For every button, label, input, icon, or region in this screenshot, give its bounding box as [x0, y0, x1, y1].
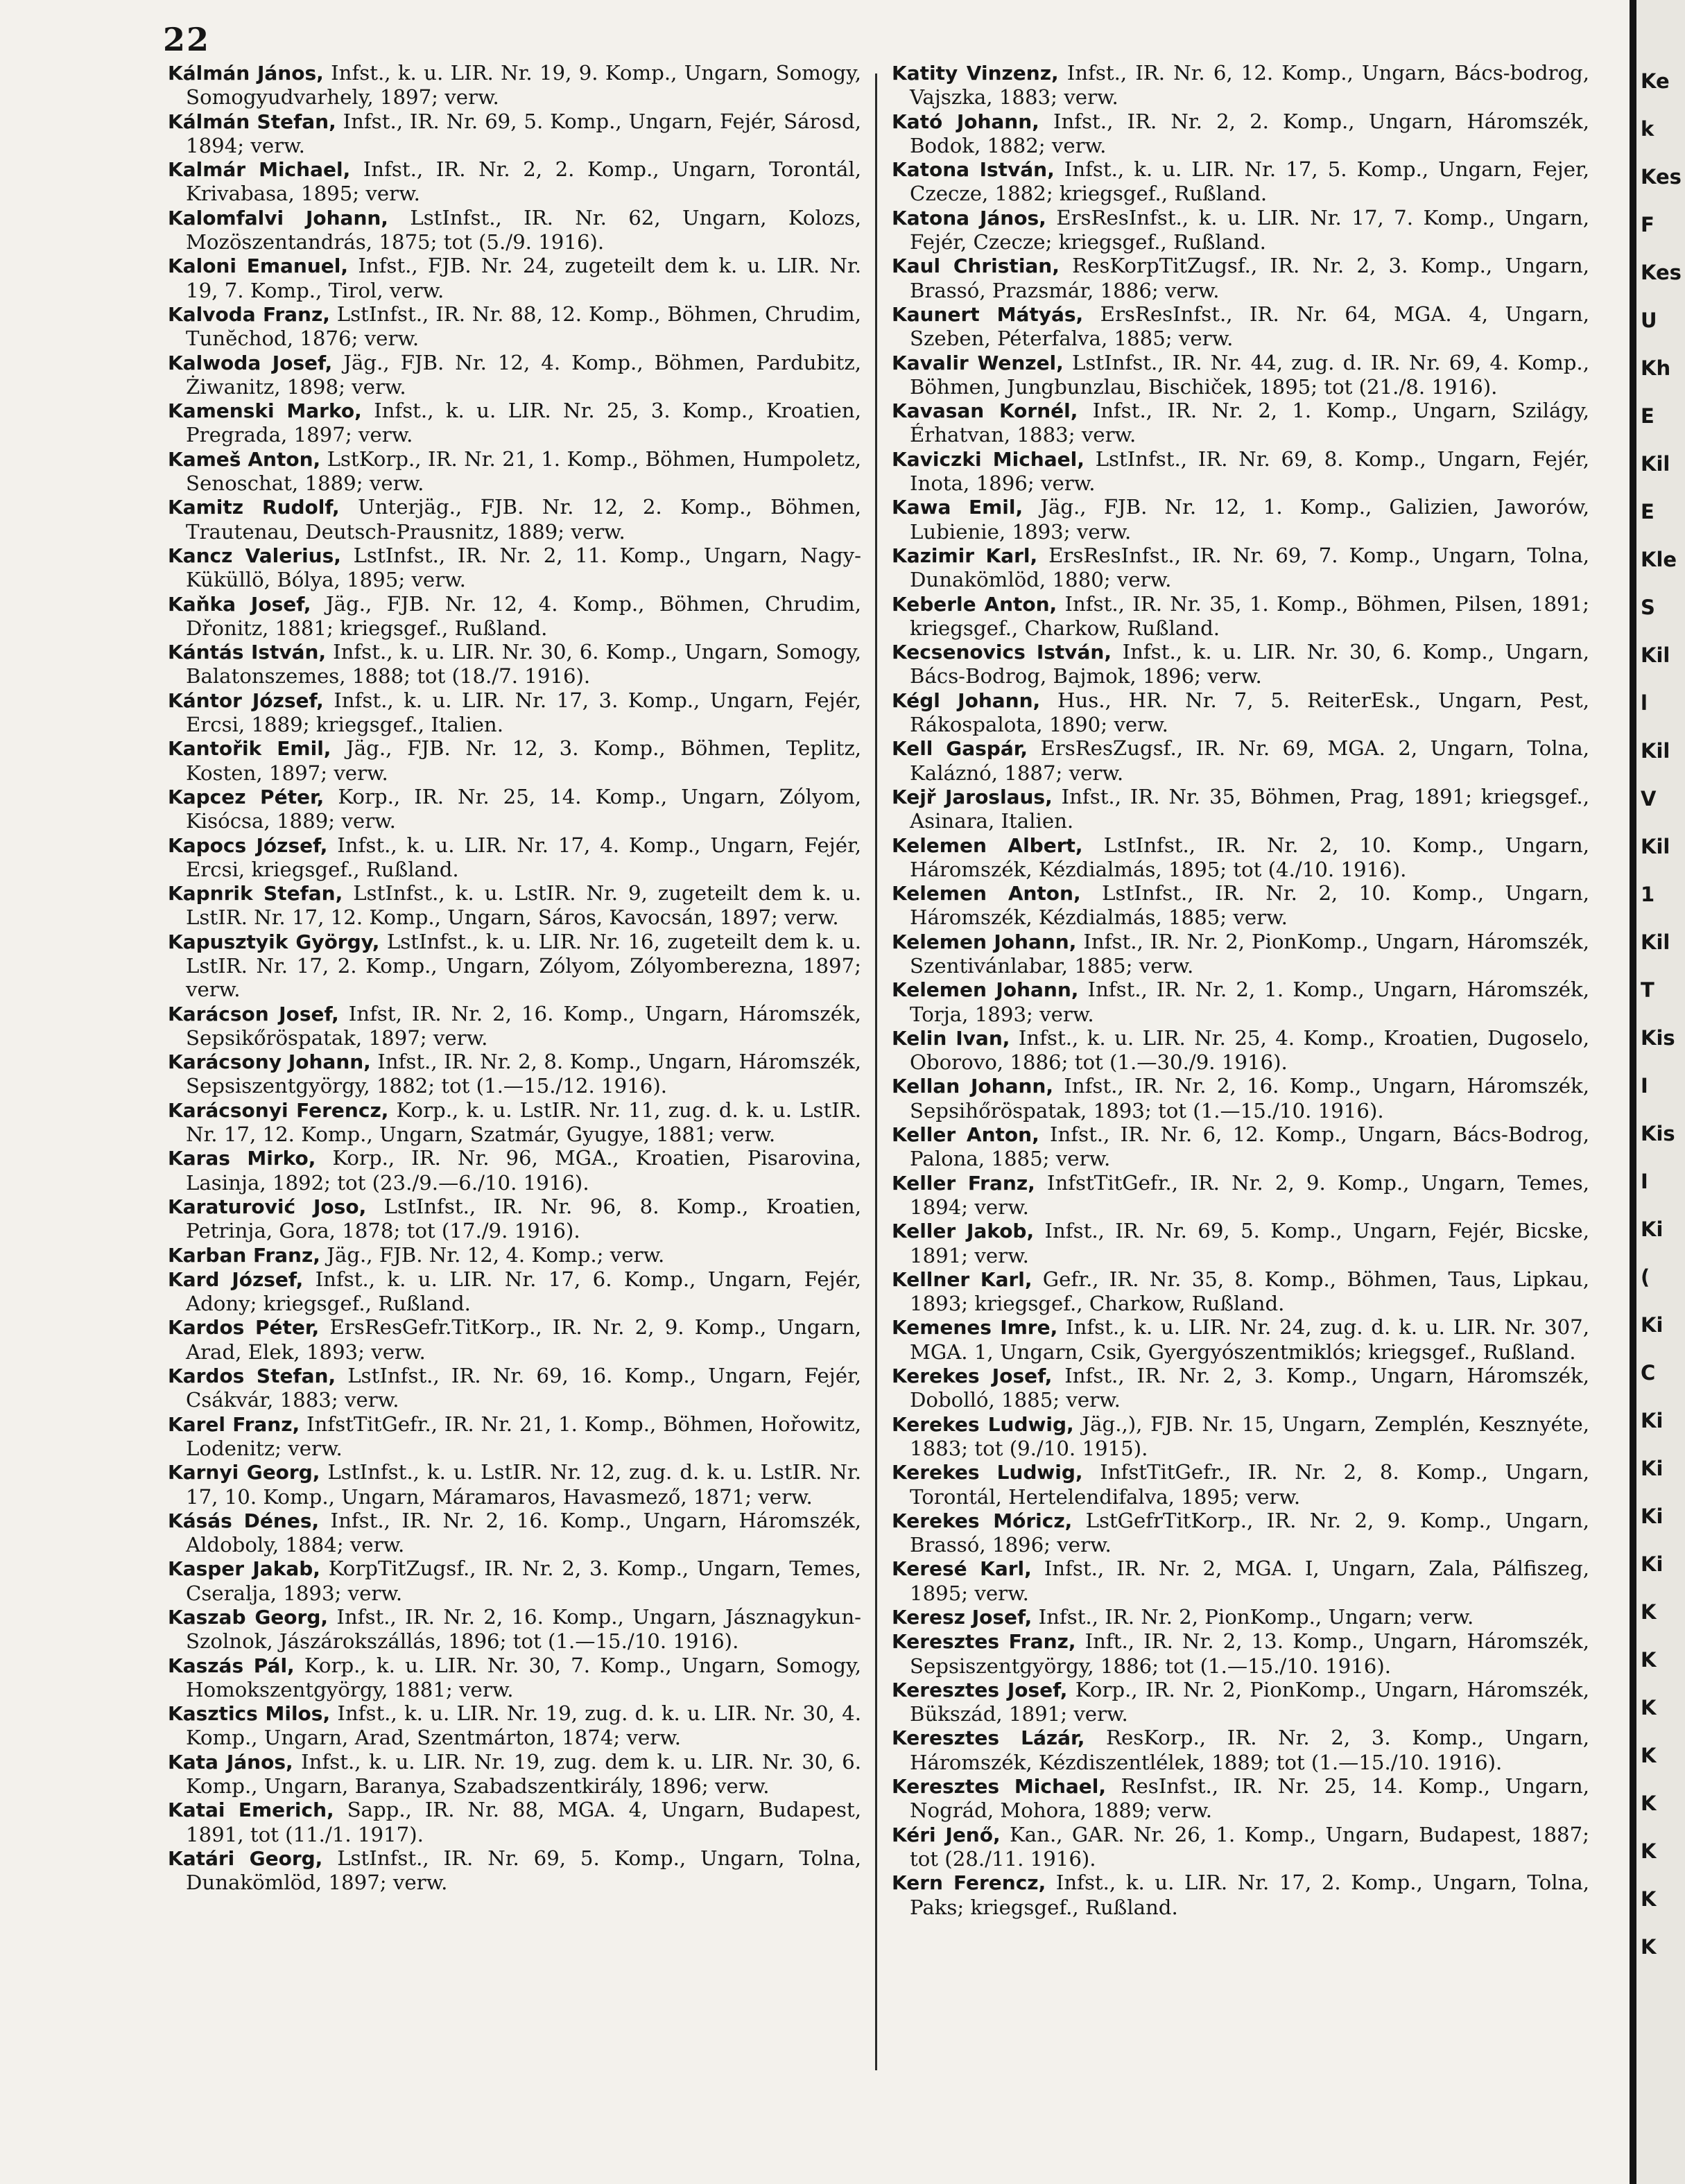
- entry-name: Keller Anton,: [892, 1123, 1039, 1147]
- edge-fragment: K: [1641, 1935, 1657, 1959]
- entry-name: Kerekes Josef,: [892, 1364, 1053, 1388]
- entry-name: Kantořik Emil,: [168, 737, 331, 761]
- edge-fragment: Ki: [1641, 1217, 1664, 1241]
- edge-fragment: Kis: [1641, 1122, 1675, 1145]
- entry-name: Kalvoda Franz,: [168, 302, 330, 326]
- register-entry: [892, 785, 1589, 833]
- entry-name: Keller Franz,: [892, 1171, 1035, 1195]
- entry-details: Infst., k. u. LIR. Nr. 19, zug. d. k. u. LIR. Nr. 30, 4. Komp., Ungarn, Arad, Szentmárton, 1874; verw.: [186, 1701, 861, 1750]
- register-entry: [168, 1460, 861, 1509]
- entry-details: LstInfst., IR. Nr. 2, 10. Komp., Ungarn, Háromszék, Kézdialmás, 1895; tot (4./10. 1916).: [910, 833, 1590, 881]
- entry-details: Kan., GAR. Nr. 26, 1. Komp., Ungarn, Budapest, 1887; tot (28./11. 1916).: [910, 1822, 1589, 1871]
- entry-name: Kardos Stefan,: [168, 1364, 336, 1388]
- edge-fragment: Ki: [1641, 1505, 1664, 1528]
- entry-name: Kántás István,: [168, 641, 327, 664]
- entry-name: Kaviczki Michael,: [892, 447, 1085, 471]
- register-entry: [168, 1002, 861, 1050]
- entry-details: Infst., k. u. LIR. Nr. 19, 9. Komp., Ungarn, Somogy, Somogyudvarhely, 1897; verw.: [186, 61, 861, 110]
- entry-name: Kardos Péter,: [168, 1316, 320, 1340]
- entry-name: Kásás Dénes,: [168, 1509, 320, 1532]
- entry-name: Kelemen Albert,: [892, 833, 1083, 857]
- entry-name: Kalmár Michael,: [168, 158, 351, 182]
- register-entry: [892, 1074, 1589, 1123]
- entry-name: Kazimir Karl,: [892, 544, 1038, 567]
- entry-name: Karas Mirko,: [168, 1147, 316, 1170]
- register-entry: [892, 688, 1589, 737]
- entry-details: ErsResZugsf., IR. Nr. 69, MGA. 2, Ungarn, Tolna, Kaláznó, 1887; verw.: [910, 736, 1590, 785]
- entry-details: ErsResInfst., IR. Nr. 64, MGA. 4, Ungarn, Szeben, Péterfalva, 1885; verw.: [910, 302, 1590, 351]
- entry-name: Kelin Ivan,: [892, 1026, 1010, 1050]
- entry-name: Kéri Jenő,: [892, 1823, 1001, 1846]
- entry-details: Infst., IR. Nr. 2, 1. Komp., Ungarn, Háromszék, Torja, 1893; verw.: [910, 978, 1589, 1026]
- entry-name: Kelemen Johann,: [892, 978, 1079, 1002]
- register-entry: [892, 881, 1589, 930]
- entry-details: Infst., k. u. LIR. Nr. 30, 6. Komp., Ungarn, Somogy, Balatonszemes, 1888; tot (18./7. 1916).: [186, 640, 861, 688]
- edge-fragment: Kes: [1641, 165, 1682, 189]
- entry-name: Keresé Karl,: [892, 1557, 1032, 1581]
- entry-details: Jäg.,), FJB. Nr. 15, Ungarn, Zemplén, Kesznyéte, 1883; tot (9./10. 1915).: [910, 1412, 1589, 1460]
- page-number: 22: [163, 21, 211, 58]
- register-entry: [168, 447, 861, 496]
- entry-name: Kaňka Josef,: [168, 592, 311, 616]
- register-entry: [168, 1701, 861, 1750]
- edge-fragment: I: [1641, 1170, 1648, 1193]
- entry-details: Jäg., FJB. Nr. 12, 3. Komp., Böhmen, Teplitz, Kosten, 1897; verw.: [186, 736, 862, 785]
- entry-name: Katona János,: [892, 206, 1046, 229]
- register-entry: [168, 1509, 861, 1557]
- edge-fragment: Kil: [1641, 930, 1670, 954]
- entry-details: LstInfst., IR. Nr. 96, 8. Komp., Kroatien, Petrinja, Gora, 1878; tot (17./9. 1916).: [186, 1194, 861, 1243]
- entry-name: Keresz Josef,: [892, 1606, 1032, 1629]
- entry-name: Kemenes Imre,: [892, 1316, 1058, 1340]
- entry-details: Infst., k. u. LIR. Nr. 24, zug. d. k. u. LIR. Nr. 307, MGA. 1, Ungarn, Csik, Gyergyószentmiklós; kriegsgef., Rußland.: [910, 1315, 1589, 1364]
- edge-fragment: K: [1641, 1792, 1657, 1815]
- entry-details: Infst., k. u. LIR. Nr. 19, zug. dem k. u. LIR. Nr. 30, 6. Komp., Ungarn, Baranya, Szabadszentkirály, 1896; verw.: [186, 1749, 862, 1799]
- entry-name: Kerekes Móricz,: [892, 1509, 1073, 1532]
- entry-details: Korp., IR. Nr. 2, PionKomp., Ungarn, Háromszék, Bükszád, 1891; verw.: [910, 1677, 1590, 1726]
- register-entry: [168, 1146, 861, 1195]
- edge-fragment: Kle: [1641, 548, 1677, 571]
- edge-fragment: Ki: [1641, 1552, 1664, 1576]
- entry-details: Inft., IR. Nr. 2, 13. Komp., Ungarn, Háromszék, Sepsiszentgyörgy, 1886; tot (1.—15./10. 1916).: [910, 1629, 1590, 1678]
- entry-details: LstInfst., k. u. LIR. Nr. 16, zugeteilt dem k. u. LstIR. Nr. 17, 2. Komp., Ungarn, Zólyom, Zólyomberezna, 1897; verw.: [186, 929, 862, 1002]
- entry-name: Karel Franz,: [168, 1412, 300, 1436]
- entry-details: Infst., k. u. LIR. Nr. 17, 5. Komp., Ungarn, Fejer, Czecze, 1882; kriegsgef., Rußland.: [910, 157, 1589, 206]
- register-entry: [892, 302, 1589, 351]
- register-entry: [892, 110, 1589, 158]
- register-entry: [892, 640, 1589, 688]
- edge-fragment: K: [1641, 1696, 1657, 1719]
- register-entry: [892, 447, 1589, 496]
- entry-details: LstInfst., k. u. LstIR. Nr. 12, zug. d. k. u. LstIR. Nr. 17, 10. Komp., Ungarn, Máramaros, Havasmező, 1871; verw.: [186, 1460, 861, 1509]
- entry-details: LstGefrTitKorp., IR. Nr. 2, 9. Komp., Ungarn, Brassó, 1896; verw.: [910, 1508, 1589, 1557]
- edge-fragment: Kes: [1641, 261, 1682, 284]
- register-entry: [892, 1219, 1589, 1267]
- edge-fragment: l: [1641, 691, 1648, 715]
- entry-name: Kelemen Anton,: [892, 882, 1081, 905]
- entry-name: Kamenski Marko,: [168, 399, 362, 423]
- entry-name: Kellner Karl,: [892, 1267, 1032, 1291]
- entry-name: Kálmán János,: [168, 62, 324, 85]
- register-entry: [892, 351, 1589, 399]
- edge-fragment: (: [1641, 1265, 1650, 1289]
- entry-details: Infst., IR. Nr. 2, PionKomp., Ungarn, Háromszék, Szentivánlabar, 1885; verw.: [910, 929, 1590, 978]
- entry-details: Infst., IR. Nr. 69, 5. Komp., Ungarn, Fejér, Bicske, 1891; verw.: [910, 1219, 1589, 1267]
- register-entry: [892, 157, 1589, 206]
- register-entry: [892, 1678, 1589, 1726]
- entry-details: LstInfst., IR. Nr. 69, 5. Komp., Ungarn, Tolna, Dunakömlöd, 1897; verw.: [186, 1846, 861, 1895]
- register-entry: [892, 930, 1589, 978]
- register-entry: [168, 1846, 861, 1895]
- register-entry: [168, 881, 861, 930]
- entry-name: Keberle Anton,: [892, 592, 1057, 616]
- register-entry: [168, 110, 861, 158]
- entry-details: Gefr., IR. Nr. 35, 8. Komp., Böhmen, Taus, Lipkau, 1893; kriegsgef., Charkow, Rußland.: [910, 1267, 1589, 1316]
- entry-details: Jäg., FJB. Nr. 12, 1. Komp., Galizien, Jaworów, Lubienie, 1893; verw.: [910, 495, 1589, 544]
- entry-details: Infst., IR. Nr. 2, 16. Komp., Ungarn, Háromszék, Sepsihőröspatak, 1893; tot (1.—15./10. 1916).: [910, 1074, 1589, 1123]
- register-entry: [892, 978, 1589, 1026]
- entry-details: Infst., k. u. LIR. Nr. 17, 2. Komp., Ungarn, Tolna, Paks; kriegsgef., Rußland.: [910, 1871, 1589, 1919]
- entry-name: Kell Gaspár,: [892, 737, 1028, 761]
- entry-details: Unterjäg., FJB. Nr. 12, 2. Komp., Böhmen, Trautenau, Deutsch-Prausnitz, 1889; verw.: [186, 495, 861, 544]
- register-entry: [168, 688, 861, 737]
- entry-details: Infst., FJB. Nr. 24, zugeteilt dem k. u. LIR. Nr. 19, 7. Komp., Tirol, verw.: [186, 254, 861, 302]
- entry-name: Karnyi Georg,: [168, 1461, 320, 1484]
- adjacent-page-edge: [1636, 0, 1685, 2184]
- entry-name: Kaloni Emanuel,: [168, 254, 349, 278]
- edge-fragment: Kis: [1641, 1026, 1675, 1050]
- register-entry: [892, 61, 1589, 110]
- edge-fragment: Ki: [1641, 1457, 1664, 1480]
- entry-details: LstInfst., IR. Nr. 2, 11. Komp., Ungarn, Nagy-Küküllö, Bólya, 1895; verw.: [186, 543, 861, 592]
- entry-details: Jäg., FJB. Nr. 12, 4. Komp.; verw.: [320, 1242, 665, 1267]
- entry-name: Katona István,: [892, 158, 1055, 182]
- register-entry: [168, 1654, 861, 1702]
- register-entry: [892, 1412, 1589, 1461]
- entry-name: Kelemen Johann,: [892, 930, 1077, 953]
- register-entry: [168, 157, 861, 206]
- entry-details: Hus., HR. Nr. 7, 5. ReiterEsk., Ungarn, Pest, Rákospalota, 1890; verw.: [910, 688, 1590, 737]
- entry-name: Kapcez Péter,: [168, 785, 325, 808]
- left-column: [168, 61, 861, 1895]
- entry-details: ResInfst., IR. Nr. 25, 14. Komp., Ungarn, Nográd, Mohora, 1889; verw.: [910, 1774, 1589, 1823]
- entry-details: Jäg., FJB. Nr. 12, 4. Komp., Böhmen, Pardubitz, Żiwanitz, 1898; verw.: [186, 350, 861, 399]
- register-entry: [168, 1195, 861, 1243]
- entry-details: ResKorp., IR. Nr. 2, 3. Komp., Ungarn, Háromszék, Kézdiszentlélek, 1889; tot (1.—15./10. 1916).: [910, 1726, 1589, 1774]
- entry-details: LstInfst., IR. Nr. 69, 16. Komp., Ungarn, Fejér, Csákvár, 1883; verw.: [186, 1364, 861, 1412]
- entry-name: Karaturović Joso,: [168, 1195, 367, 1218]
- edge-fragment: 1: [1641, 883, 1655, 906]
- entry-name: Keresztes Josef,: [892, 1678, 1068, 1701]
- entry-details: Infst., IR. Nr. 35, Böhmen, Prag, 1891; kriegsgef., Asinara, Italien.: [910, 784, 1589, 833]
- entry-name: Keresztes Michael,: [892, 1775, 1107, 1799]
- register-entry: [892, 1123, 1589, 1171]
- register-entry: [892, 1509, 1589, 1557]
- edge-fragment: Kil: [1641, 835, 1670, 858]
- register-entry: [168, 254, 861, 302]
- register-entry: [168, 1050, 861, 1098]
- register-entry: [168, 930, 861, 1002]
- register-entry: [892, 1774, 1589, 1823]
- entry-details: Infst, IR. Nr. 2, 16. Komp., Ungarn, Háromszék, Sepsikőröspatak, 1897; verw.: [186, 1001, 861, 1050]
- edge-fragment: K: [1641, 1839, 1657, 1863]
- register-entry: [892, 1171, 1589, 1220]
- edge-fragment: K: [1641, 1744, 1657, 1767]
- entry-details: LstInfst., IR. Nr. 44, zug. d. IR. Nr. 69, 4. Komp., Böhmen, Jungbunzlau, Bischiček, 1895; tot (21./8. 1916).: [910, 350, 1589, 399]
- entry-details: Infst., IR. Nr. 2, 3. Komp., Ungarn, Háromszék, Dobolló, 1885; verw.: [910, 1364, 1589, 1412]
- entry-name: Kaszab Georg,: [168, 1606, 329, 1629]
- register-entry: [168, 1798, 861, 1846]
- entry-details: LstKorp., IR. Nr. 21, 1. Komp., Böhmen, Humpoletz, Senoschat, 1889; verw.: [186, 447, 861, 496]
- entry-name: Karban Franz,: [168, 1243, 320, 1267]
- entry-name: Katári Georg,: [168, 1846, 323, 1870]
- right-column: [892, 61, 1589, 1919]
- edge-fragment: E: [1641, 500, 1654, 523]
- register-entry: [168, 399, 861, 447]
- register-entry: [168, 592, 861, 641]
- edge-fragment: Kil: [1641, 643, 1670, 667]
- edge-fragment: Kil: [1641, 739, 1670, 763]
- edge-fragment: T: [1641, 978, 1654, 1002]
- register-entry: [892, 495, 1589, 544]
- register-entry: [168, 1605, 861, 1654]
- edge-fragment: Ki: [1641, 1409, 1664, 1432]
- entry-name: Kata János,: [168, 1750, 293, 1774]
- edge-fragment: S: [1641, 596, 1655, 619]
- edge-fragment: I: [1641, 1074, 1648, 1098]
- entry-name: Kapusztyik György,: [168, 930, 380, 953]
- edge-fragment: V: [1641, 787, 1657, 811]
- register-entry: [892, 1315, 1589, 1364]
- entry-details: Korp., k. u. LIR. Nr. 30, 7. Komp., Ungarn, Somogy, Homokszentgyörgy, 1881; verw.: [186, 1653, 861, 1701]
- entry-name: Kálmán Stefan,: [168, 110, 336, 133]
- register-entry: [168, 1098, 861, 1147]
- register-entry: [168, 544, 861, 592]
- entry-name: Kellan Johann,: [892, 1075, 1053, 1098]
- register-entry: [892, 592, 1589, 641]
- register-entry: [168, 640, 861, 688]
- register-entry: [892, 1460, 1589, 1509]
- entry-details: LstInfst., IR. Nr. 62, Ungarn, Kolozs, Mozöszentandrás, 1875; tot (5./9. 1916).: [186, 205, 862, 254]
- entry-details: InfstTitGefr., IR. Nr. 2, 8. Komp., Ungarn, Torontál, Hertelendifalva, 1895; verw.: [910, 1460, 1589, 1509]
- entry-name: Kerekes Ludwig,: [892, 1412, 1074, 1436]
- entry-name: Karácsonyi Ferencz,: [168, 1098, 389, 1122]
- register-entry: [892, 1026, 1589, 1075]
- column-divider: [875, 73, 877, 2070]
- register-entry: [168, 495, 861, 544]
- register-entry: [892, 1629, 1589, 1678]
- entry-details: LstInfst., k. u. LstIR. Nr. 9, zugeteilt dem k. u. LstIR. Nr. 17, 12. Komp., Ungarn, Sáros, Kavocsán, 1897; verw.: [186, 881, 862, 930]
- entry-name: Kamitz Rudolf,: [168, 496, 340, 519]
- entry-details: LstInfst., IR. Nr. 69, 8. Komp., Ungarn, Fejér, Inota, 1896; verw.: [910, 447, 1589, 496]
- entry-details: Infst., IR. Nr. 2, 2. Komp., Ungarn, Háromszék, Bodok, 1882; verw.: [910, 109, 1590, 157]
- register-entry: [892, 1823, 1589, 1871]
- entry-name: Kántor József,: [168, 688, 324, 712]
- edge-fragment: K: [1641, 1600, 1657, 1624]
- entry-details: ResKorpTitZugsf., IR. Nr. 2, 3. Komp., Ungarn, Brassó, Prazsmár, 1886; verw.: [910, 254, 1589, 302]
- entry-details: Infst., k. u. LIR. Nr. 17, 3. Komp., Ungarn, Fejér, Ercsi, 1889; kriegsgef., Italien.: [186, 688, 861, 737]
- entry-details: Infst., IR. Nr. 2, 2. Komp., Ungarn, Torontál, Krivabasa, 1895; verw.: [186, 157, 861, 206]
- entry-details: Infst., k. u. LIR. Nr. 17, 4. Komp., Ungarn, Fejér, Ercsi, kriegsgef., Rußland.: [186, 833, 861, 881]
- register-entry: [168, 61, 861, 110]
- entry-name: Kecsenovics István,: [892, 641, 1112, 664]
- entry-name: Keresztes Lázár,: [892, 1726, 1085, 1750]
- entry-details: Infst., IR. Nr. 2, 16. Komp., Ungarn, Jásznagykun-Szolnok, Jászárokszállás, 1896; tot (1.—15./10. 1916).: [186, 1605, 861, 1654]
- register-entry: [892, 736, 1589, 785]
- register-entry: [168, 1315, 861, 1364]
- entry-details: Korp., IR. Nr. 96, MGA., Kroatien, Pisarovina, Lasinja, 1892; tot (23./9.—6./10. 1916).: [186, 1146, 861, 1195]
- edge-fragment: Ke: [1641, 69, 1670, 93]
- entry-details: Infst., IR. Nr. 2, MGA. I, Ungarn, Zala, Pálfiszeg, 1895; verw.: [910, 1557, 1590, 1605]
- entry-details: Infst., k. u. LIR. Nr. 25, 4. Komp., Kroatien, Dugoselo, Oborovo, 1886; tot (1.—30./9. 1916).: [910, 1025, 1589, 1075]
- entry-details: Infst., IR. Nr. 2, 16. Komp., Ungarn, Háromszék, Aldoboly, 1884; verw.: [186, 1508, 861, 1557]
- register-entry: [168, 833, 861, 882]
- register-entry: [168, 1364, 861, 1412]
- entry-name: Kaunert Mátyás,: [892, 302, 1084, 326]
- entry-details: Infst., IR. Nr. 6, 12. Komp., Ungarn, Bács-Bodrog, Palona, 1885; verw.: [910, 1123, 1590, 1171]
- entry-name: Karácson Josef,: [168, 1002, 339, 1025]
- edge-fragment: Kil: [1641, 452, 1670, 476]
- entry-name: Kancz Valerius,: [168, 544, 341, 567]
- entry-name: Kapocs József,: [168, 833, 328, 857]
- register-entry: [168, 1750, 861, 1799]
- entry-details: Infst., k. u. LIR. Nr. 30, 6. Komp., Ungarn, Bács-Bodrog, Bajmok, 1896; verw.: [910, 640, 1590, 688]
- register-entry: [168, 785, 861, 833]
- register-entry: [168, 1412, 861, 1461]
- edge-fragment: C: [1641, 1361, 1656, 1385]
- entry-name: Keller Jakob,: [892, 1220, 1035, 1243]
- register-entry: [892, 1364, 1589, 1412]
- entry-name: Kalwoda Josef,: [168, 351, 333, 374]
- entry-name: Kejř Jaroslaus,: [892, 785, 1053, 808]
- entry-details: Infst., IR. Nr. 6, 12. Komp., Ungarn, Bács-bodrog, Vajszka, 1883; verw.: [910, 61, 1589, 110]
- entry-name: Katai Emerich,: [168, 1799, 334, 1822]
- register-entry: [892, 1605, 1589, 1629]
- register-entry: [168, 736, 861, 785]
- entry-name: Kavalir Wenzel,: [892, 351, 1064, 374]
- entry-details: InfstTitGefr., IR. Nr. 2, 9. Komp., Ungarn, Temes, 1894; verw.: [910, 1170, 1589, 1219]
- entry-details: Sapp., IR. Nr. 88, MGA. 4, Ungarn, Budapest, 1891, tot (11./1. 1917).: [186, 1798, 861, 1846]
- edge-fragment: Kh: [1641, 356, 1671, 380]
- register-entry: [892, 1267, 1589, 1316]
- entry-details: Infst., IR. Nr. 35, 1. Komp., Böhmen, Pilsen, 1891; kriegsgef., Charkow, Rußland.: [910, 591, 1589, 640]
- register-entry: [168, 302, 861, 351]
- register-entry: [892, 1557, 1589, 1605]
- entry-name: Kalomfalvi Johann,: [168, 206, 388, 229]
- register-entry: [892, 206, 1589, 254]
- entry-name: Kasztics Milos,: [168, 1702, 331, 1726]
- register-entry: [168, 1557, 861, 1605]
- entry-details: Infst., IR. Nr. 2, PionKomp., Ungarn; verw.: [1032, 1605, 1474, 1629]
- edge-fragment: K: [1641, 1648, 1657, 1672]
- entry-details: ErsResInfst., IR. Nr. 69, 7. Komp., Ungarn, Tolna, Dunakömlöd, 1880; verw.: [910, 543, 1589, 592]
- entry-details: Infst., IR. Nr. 2, 1. Komp., Ungarn, Szilágy, Érhatvan, 1883; verw.: [910, 399, 1590, 447]
- entry-name: Kaul Christian,: [892, 254, 1060, 278]
- entry-name: Kaszás Pál,: [168, 1654, 295, 1677]
- register-entry: [168, 206, 861, 254]
- entry-details: ErsResInfst., k. u. LIR. Nr. 17, 7. Komp., Ungarn, Fejér, Czecze; kriegsgef., Rußland.: [910, 205, 1589, 254]
- entry-name: Kameš Anton,: [168, 447, 321, 471]
- entry-details: Korp., IR. Nr. 25, 14. Komp., Ungarn, Zólyom, Kisócsa, 1889; verw.: [186, 784, 861, 833]
- entry-name: Kard József,: [168, 1267, 304, 1291]
- entry-name: Katity Vinzenz,: [892, 62, 1059, 85]
- edge-fragment: E: [1641, 404, 1654, 428]
- register-entry: [168, 1243, 861, 1267]
- entry-details: LstInfst., IR. Nr. 88, 12. Komp., Böhmen, Chrudim, Tunĕchod, 1876; verw.: [186, 302, 861, 351]
- entry-details: Infst., k. u. LIR. Nr. 25, 3. Komp., Kroatien, Pregrada, 1897; verw.: [186, 399, 861, 447]
- edge-fragment: Ki: [1641, 1313, 1664, 1337]
- register-entry: [168, 1267, 861, 1316]
- register-entry: [168, 351, 861, 399]
- entry-details: Infst., IR. Nr. 2, 8. Komp., Ungarn, Háromszék, Sepsiszentgyörgy, 1882; tot (1.—15./12. 1916).: [186, 1050, 862, 1098]
- register-entry: [892, 544, 1589, 592]
- entry-details: Korp., k. u. LstIR. Nr. 11, zug. d. k. u. LstIR. Nr. 17, 12. Komp., Ungarn, Szatmár, Gyugye, 1881; verw.: [186, 1098, 862, 1147]
- entry-name: Karácsony Johann,: [168, 1050, 371, 1074]
- entry-details: Infst., k. u. LIR. Nr. 17, 6. Komp., Ungarn, Fejér, Adony; kriegsgef., Rußland.: [186, 1267, 861, 1316]
- register-entry: [892, 833, 1589, 882]
- edge-fragment: k: [1641, 117, 1654, 141]
- register-entry: [892, 1871, 1589, 1919]
- entry-details: KorpTitZugsf., IR. Nr. 2, 3. Komp., Ungarn, Temes, Cseralja, 1893; verw.: [186, 1557, 861, 1605]
- entry-details: Infst., IR. Nr. 69, 5. Komp., Ungarn, Fejér, Sárosd, 1894; verw.: [186, 109, 861, 157]
- entry-name: Kasper Jakab,: [168, 1557, 320, 1581]
- entry-name: Kapnrik Stefan,: [168, 882, 343, 905]
- entry-name: Kern Ferencz,: [892, 1871, 1046, 1895]
- entry-name: Kerekes Ludwig,: [892, 1461, 1083, 1484]
- edge-fragment: F: [1641, 213, 1654, 236]
- entry-details: Jäg., FJB. Nr. 12, 4. Komp., Böhmen, Chrudim, Dřonitz, 1881; kriegsgef., Rußland.: [186, 591, 862, 640]
- entry-details: LstInfst., IR. Nr. 2, 10. Komp., Ungarn, Háromszék, Kézdialmás, 1885; verw.: [910, 881, 1589, 930]
- entry-name: Kawa Emil,: [892, 496, 1023, 519]
- entry-name: Kavasan Kornél,: [892, 399, 1078, 423]
- register-entry: [892, 1726, 1589, 1774]
- edge-fragment: K: [1641, 1887, 1657, 1911]
- edge-fragment: U: [1641, 309, 1657, 332]
- entry-name: Keresztes Franz,: [892, 1630, 1076, 1654]
- register-entry: [892, 254, 1589, 302]
- entry-name: Kégl Johann,: [892, 688, 1041, 712]
- entry-name: Kató Johann,: [892, 110, 1039, 133]
- register-entry: [892, 399, 1589, 447]
- entry-details: InfstTitGefr., IR. Nr. 21, 1. Komp., Böhmen, Hořowitz, Lodenitz; verw.: [186, 1412, 861, 1460]
- entry-details: ErsResGefr.TitKorp., IR. Nr. 2, 9. Komp., Ungarn, Arad, Elek, 1893; verw.: [186, 1315, 862, 1364]
